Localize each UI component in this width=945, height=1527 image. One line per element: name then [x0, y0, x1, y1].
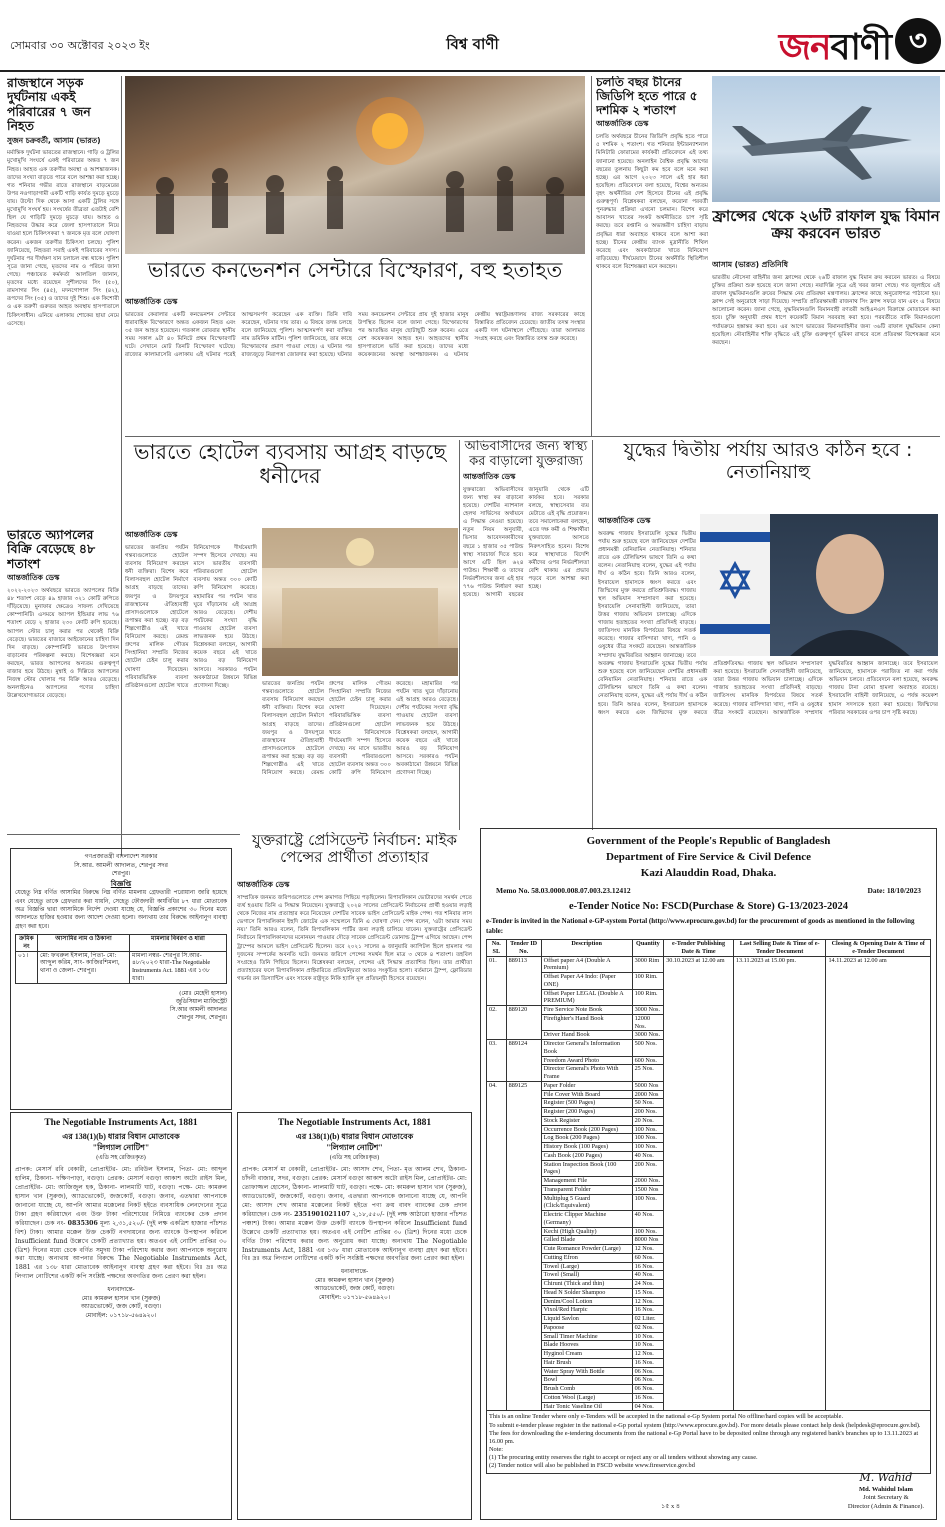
headline: ভারতে হোটেল ব্যবসায় আগ্রহ বাড়ছে ধনীদের	[133, 440, 447, 489]
tender-item-quantity: 100 Rim.	[632, 989, 664, 1006]
tender-item-quantity: 3000 Nos.	[632, 1031, 664, 1040]
notice-body	[15, 1166, 227, 1283]
tender-table	[486, 939, 931, 1411]
byline: আন্তর্জাতিক ডেস্ক	[7, 573, 60, 583]
hotel-headline-box	[125, 440, 455, 500]
tender-gov: Government of the People's Republic of Bangladesh	[586, 835, 831, 847]
tender-item-description: Blade Hooves	[541, 1341, 632, 1350]
article-israel	[598, 514, 696, 659]
tender-item-quantity: 12 Nos.	[632, 1245, 664, 1254]
notice-registered: (এডি সহ রেজিঃকৃত)	[96, 1154, 146, 1161]
article-china-gdp	[596, 76, 708, 496]
tender-last-date: 13.11.2023 at 15.00 pm.	[733, 956, 826, 1411]
footer-note-2: To submit e-tender please register in the national e-Gp portal system (http://www.eprocure.gov.bd). For more details please contact help desk (helpdesk@eprocure.gov.bd).	[489, 1421, 921, 1429]
tender-item-description: Offset Paper LEGAL (Double A PREMIUM)	[541, 989, 632, 1006]
tender-item-quantity: 24 Nos.	[632, 1280, 664, 1289]
tender-item-description: Offset Paper A4 Indo: (Paper ONE)	[541, 973, 632, 990]
notice-line-1: গণপ্রজাতন্ত্রী বাংলাদেশ সরকার	[84, 853, 158, 860]
tender-item-description: Register (500 Pages)	[541, 1099, 632, 1108]
tender-item-description: Brush Comb	[541, 1385, 632, 1394]
tender-memo: Memo No. 58.03.0000.008.07.003.23.12412	[496, 885, 631, 895]
tender-item-quantity: 12 Nos.	[632, 1350, 664, 1359]
tender-item-description: Fire Service Note Book	[541, 1006, 632, 1015]
tender-item-quantity: 40 Nos.	[632, 1211, 664, 1228]
tender-item-description: Stock Register	[541, 1116, 632, 1125]
byline: আন্তর্জাতিক ডেস্ক	[125, 530, 178, 539]
tender-item-quantity: 500 Nos.	[632, 1040, 664, 1057]
headline: ফ্রান্সের থেকে ২৬টি রাফাল যুদ্ধ বিমান ক্রয় করবেন ভারত	[712, 208, 940, 243]
tender-serial: 04.	[487, 1081, 507, 1411]
body-part-1: প্রাপক: মেসার্স রবি বেকারী, প্রোপ্রাইটর- মো: রবিউল ইসলাম, পিতা- মো: আব্দুল হালিম, ঠিকানা- দক্ষিণপাড়া, বগুড়া। প্রেরক: মেসার্স বগুড়া আকাশ অটো রাইস মিল, প্রোপ্রাইটর- মো: আজিজুল হক, ঠিকানা- লালমাটি ঘাট, বগুড়া। পক্ষে- মো: কামরুল হাসান খান (সুরুজ), অ্যাডভোকেট, জজকোর্ট, বগুড়া। জনাব, এতদ্বারা আপনাকে জানানো যাচ্ছে যে, আপনি আমার মক্কেলের নিকট হইতে ব্যবসায়িক লেনদেনের সূত্রে টাকা গ্রহণ করিয়াছেন এবং উক্ত টাকা পরিশোধের নিমিত্তে ব্যাংকের চেক প্রদান করিয়াছেন। চেক নং-	[15, 1165, 227, 1227]
section-title: বিশ্ব বাণী	[446, 35, 499, 53]
lawyer-signature	[15, 1286, 227, 1320]
footer-note-5: (2) Tender notice will also be published in FSCD website www.fireservice.gov.bd	[489, 1462, 695, 1470]
byline: আন্তর্জাতিক ডেস্ক	[125, 297, 178, 306]
tender-col-header: Last Selling Date & Time of e-Tender Document	[733, 940, 826, 957]
tender-item-description: Towel (Small)	[541, 1271, 632, 1280]
tender-col-header: Quantity	[632, 940, 664, 957]
tender-item-description: Management File	[541, 1177, 632, 1186]
notice-title: বিজ্ঞপ্তি	[110, 879, 132, 889]
article-body: ভারতীয় নৌসেনা বাহিনীর জন্য ফ্রান্সের থেকে ২৬টি রাফাল যুদ্ধ বিমান ক্রয় করবেন ভারত। এ বিষয়ে চুক্তির প্রক্রিয়া শুরু হয়েছে বলে জানা গেছে। নয়াদিল্লি সূত্রে এই খবর জানা গেছে। গত জুলাইয়ে এই রাফাল যুদ্ধবিমানগুলি ক্রয়ের সিদ্ধান্ত নেয় প্রতিরক্ষা মন্ত্রণালয়। ফ্রান্সের কাছে অনুরোধপত্র পাঠানো হয়। ফ্রান্স সেই অনুরোধে সাড়া দিয়েছে। সম্প্রতি প্রতিরক্ষামন্ত্রী রাজনাথ সিং ফ্রান্স সফরে যান এবং এ বিষয়ে আলোচনা করেন। জানা গেছে, যুদ্ধবিমানগুলি বিমানবাহী রণতরী আইএনএস বিক্রান্তে মোতায়েন করা হবে। চুক্তি অনুযায়ী প্রথম ধাপে কয়েকটি বিমান সরবরাহ করা হবে। পরবর্তীতে বাকি বিমানগুলো পর্যায়ক্রমে হস্তান্তর করা হবে। এর আগে ভারতের বিমানবাহিনীর জন্য ৩৬টি রাফাল যুদ্ধবিমান কেনা হয়েছিল। নৌবাহিনীর শক্তি বৃদ্ধিতে এই চুক্তি গুরুত্বপূর্ণ ভূমিকা রাখবে বলে প্রতিরক্ষা বিশেষজ্ঞরা মনে করছেন।	[712, 274, 940, 346]
sig-name: (মোঃ মেহেদী হাসান)	[179, 990, 227, 997]
tender-item-quantity: 10 Nos.	[632, 1341, 664, 1350]
tender-item-description: Papoose	[541, 1323, 632, 1332]
footer-note-label: Note:	[489, 1446, 503, 1454]
tender-serial: 03.	[487, 1040, 507, 1082]
israel-headline-box	[598, 440, 938, 510]
tender-item-quantity: 15 Nos.	[632, 1288, 664, 1297]
masthead	[0, 0, 945, 72]
signatory-title-1: Joint Secretary &	[863, 1494, 909, 1502]
byline: আন্তর্জাতিক ডেস্ক	[463, 471, 516, 481]
tender-item-description: Denim/Cool Lotion	[541, 1297, 632, 1306]
article-body: যুক্তরাজ্যে অভিবাসীদের জন্য স্বাস্থ্য কর বাড়ানো হয়েছে। দেশটির ন্যাশনাল হেলথ সার্ভিসের অর্থায়নে এ সিদ্ধান্ত নেওয়া হয়েছে। নতুন নিয়ম অনুযায়ী, ভিসার আবেদনকারীদের বছরে ১ হাজার ৩৫ পাউন্ড স্বাস্থ্য সারচার্জ দিতে হবে। আগে এটি ছিল ৬২৪ পাউন্ড। শিক্ষার্থী ও তাদের নির্ভরশীলদের জন্য এই হার ৭৭৬ পাউন্ড নির্ধারণ করা হয়েছে। আগামী বছরের জানুয়ারি থেকে এটি কার্যকর হবে। সরকার বলছে, স্বাস্থ্যসেবার ব্যয় মেটাতে এই বৃদ্ধি প্রয়োজন। তবে সমালোচকরা বলছেন, এতে দক্ষ কর্মী ও শিক্ষার্থীরা যুক্তরাজ্যে আসতে নিরুৎসাহিত হবেন। বিশেষ করে স্বাস্থ্যখাতে বিদেশি কর্মীদের ওপর নির্ভরশীলতা বেশি থাকায় এর প্রভাব পড়বে বলে আশঙ্কা করা হচ্ছে।	[463, 486, 589, 599]
tender-item-description: Hair Tonic Vaseline Oil	[541, 1402, 632, 1411]
tender-item-quantity: 100 Rim.	[632, 973, 664, 990]
body-part-1: প্রাপক: মেসার্স মা বেকারী, প্রোপ্রাইটর- মো: আসাদ শেখ, পিতা- মৃত আলম শেখ, ঠিকানা- চাঁদনী বাজার, সদর, বগুড়া। প্রেরক: মেসার্স বগুড়া আকাশ অটো রাইস মিল, প্রোপ্রাইটর- মো: তোফাজ্জল হোসেন, ঠিকানা- লালমাটি ঘাট, বগুড়া। পক্ষে- মো: কামরুল হাসান খান (সুরুজ), অ্যাডভোকেট, জজকোর্ট, বগুড়া। জনাব, এতদ্বারা আপনাকে জানানো যাচ্ছে যে, আপনি মো: আসাদ শেখ আমার মক্কেলের নিকট হইতে পণ্য ক্রয় বাবদ ব্যাংকের চেক প্রদান করিয়াছেন। চেক নং-	[242, 1165, 467, 1218]
tender-item-description: Towel (Large)	[541, 1262, 632, 1271]
tender-item-description: Vixol/Red Harpic	[541, 1306, 632, 1315]
cell-name: মো: ফখরুল ইসলাম, পিতা- মো: আব্দুল করিম, সাং- কাজিরশিমলা, থানা ও জেলা- শেরপুর।	[38, 951, 130, 983]
brand-part-a: জন	[778, 27, 831, 68]
tender-item-description: Kechi (High Quality)	[541, 1227, 632, 1236]
act-section: এর 138(1)(b) ধারার বিধান মোতাবেক	[295, 1131, 414, 1141]
tender-item-description: Small Timer Machine	[541, 1332, 632, 1341]
headline: ভারতে অ্যাপলের বিক্রি বেড়েছে ৪৮ শতাংশ	[7, 528, 96, 571]
cell-serial: ০১।	[16, 951, 38, 983]
notice-registered: (এডি সহ রেজিঃকৃত)	[329, 1154, 380, 1161]
row-divider	[125, 436, 940, 437]
tender-serial: 01.	[487, 956, 507, 1006]
footer-note-4: (1) The procuring entity reserves the right to accept or reject any or all tenders without showing any cause.	[489, 1454, 758, 1462]
tender-address: Kazi Alauddin Road, Dhaka.	[640, 866, 777, 879]
brand-logo	[779, 22, 891, 72]
column-divider	[459, 440, 460, 830]
tender-item-quantity: 25 Nos.	[632, 1065, 664, 1082]
tender-id: 889125	[506, 1081, 541, 1411]
tender-item-description: Cute Romance Powder (Large)	[541, 1245, 632, 1254]
article-hotel-continued	[262, 680, 458, 830]
byline: সুজন চক্রবর্তী, আসাম (ভারত)	[7, 135, 101, 145]
footer-note-3: The fees for downloading the e-tendering documents from the national e-Gp Portal have to be deposited online through any registered bank's branches up to 13.11.2023 at 16.00 pm.	[489, 1429, 919, 1445]
cell-case: মামলা নম্বর- শেরপুর সি.আর- ৪৮/২০২৩ ধারা-The Negotiable Instruments Act. 1881 এর ১৩৮ ধারা।	[129, 951, 226, 983]
article-convention	[125, 295, 585, 435]
tender-item-description: Transparent Folder	[541, 1185, 632, 1194]
sig-place: শেরপুর সদর, শেরপুর।	[177, 1014, 227, 1021]
headline: ভারতে কনভেনশন সেন্টারে বিস্ফোরণ, বহু হতাহত	[147, 258, 563, 282]
tender-item-quantity: 50 Nos.	[632, 1099, 664, 1108]
tender-date: Date: 18/10/2023	[867, 885, 921, 895]
tender-item-description: Register (200 Pages)	[541, 1108, 632, 1117]
sig-name: মোঃ কামরুল হাসান খান (সুরুজ)	[81, 1294, 161, 1302]
tender-item-quantity: 16 Nos.	[632, 1358, 664, 1367]
tender-row	[487, 956, 931, 973]
byline: আন্তর্জাতিক ডেস্ক	[237, 880, 290, 889]
column-divider	[591, 76, 592, 436]
byline: আসাম (ভারত) প্রতিনিধি	[712, 260, 788, 269]
tender-item-description: Paper Folder	[541, 1081, 632, 1090]
body-part-2: ২,১৮,৫৫০/- (দুই লক্ষ আঠারো হাজার পাঁচশত পঞ্চাশ) টাকা। আমার মক্কেল উক্ত চেকটি ব্যাংকে উপস্থাপন করিলে Insufficient fund উল্লেখে চেকটি প্রত্যাখ্যাত হয়। অতএব এই নোটিশ প্রাপ্তির ৩০ (ত্রিশ) দিনের মধ্যে চেকে বর্ণিত টাকা পরিশোধ করার জন্য অনুরোধ করা যাচ্ছে। অন্যথায় The Negotiable Instruments Act, 1881 এর ১৩৮ ধারা মোতাবেক আইনানুগ ব্যবস্থা গ্রহণ করা হইবে। বিঃ দ্রঃ অত্র লিগ্যাল নোটিশের একটি কপি সংশ্লিষ্ট পক্ষদের অবগতির জন্য প্রেরণ করা হইল।	[242, 1210, 468, 1263]
tender-item-description: Gilled Blade	[541, 1236, 632, 1245]
cheque-number: 2351901021107	[294, 1210, 351, 1218]
sig-greeting: ধন্যবাদান্তে-	[107, 1286, 135, 1294]
headline: চলতি বছর চীনের জিডিপি হতে পারে ৫ দশমিক ২ শতাংশ	[596, 76, 698, 117]
page-number-badge: ৩	[895, 18, 941, 64]
tender-item-quantity: 2000 Nos.	[632, 1177, 664, 1186]
tender-item-description: Electric Clipper Machine (Germany)	[541, 1211, 632, 1228]
tender-item-description: Log Book (200 Pages)	[541, 1134, 632, 1143]
tender-item-description: Station Inspection Book (100 Pages)	[541, 1160, 632, 1177]
column-divider	[121, 76, 122, 856]
col-serial: ক্রমিক নং	[16, 935, 38, 952]
lawyer-signature	[242, 1268, 467, 1302]
tender-item-quantity: 02 Nos.	[632, 1323, 664, 1332]
tender-item-quantity: 16 Nos.	[632, 1393, 664, 1402]
tender-close-date: 14.11.2023 at 12.00 am	[826, 956, 931, 1411]
article-body-cont: ভারতের জনপ্রিয় পর্যটন গন্তব্যগুলোতে হোটেল ব্যবসায় বিনিয়োগ করছেন ধনী ব্যক্তিরা। বিশেষ করে বিলাসবহুল হোটেল নির্মাণে আগ্রহ বাড়ছে তাদের। জয়পুর ও উদয়পুরে রাজস্থানের ঐতিহ্যবাহী প্রাসাদগুলোকে হোটেলে রূপান্তর করা হচ্ছে। বড় বড় শিল্পগোষ্ঠীও এই খাতে বিনিয়োগ করছে। রেমন্ড গ্রুপের মালিক গৌতম সিংহানিয়া সম্প্রতি নিজের হোটেল চেইন চালু করার ঘোষণা দিয়েছেন। পরিবারভিত্তিক ব্যবসা প্রতিষ্ঠানগুলো হোটেল খাতে বিনিয়োগকে দীর্ঘমেয়াদি সম্পদ হিসেবে দেখছে। নয় মাসে ভারতীয় ব্যবসায়ী পরিবারগুলো হোটেল ব্যবসায় অন্তত ৩০০ কোটি রুপি বিনিয়োগ করেছে। মহামারির পর পর্যটন খাত ঘুরে দাঁড়ানোয় এই আগ্রহ আরও বেড়েছে। দেশীয় পর্যটকের সংখ্যা বৃদ্ধি পাওয়ায় হোটেল ব্যবসা লাভজনক হয়ে উঠছে। বিশ্লেষকরা বলছেন, আগামী কয়েক বছরে এই খাতে আরও বড় বিনিয়োগ আসবে। সরকারও পর্যটন অবকাঠামো উন্নয়নে বিভিন্ন প্রণোদনা দিচ্ছে।	[262, 681, 458, 777]
tender-table-header	[487, 940, 931, 957]
tender-signature	[848, 1471, 924, 1511]
tender-table-body	[487, 956, 931, 1411]
article-apple	[7, 528, 119, 828]
tender-item-description: Offset paper A4 (Double A Premium)	[541, 956, 632, 973]
tender-item-description: Cash Book (200 Pages)	[541, 1151, 632, 1160]
issue-date: সোমবার ৩০ অক্টোবর ২০২৩ ইং	[10, 39, 150, 52]
tender-pub-date: 30.10.2023 at 12.00 am	[664, 956, 734, 1411]
headline: যুদ্ধের দ্বিতীয় পর্যায় আরও কঠিন হবে : নেতানিয়াহু	[623, 440, 913, 483]
headline: যুক্তরাষ্ট্রে প্রেসিডেন্ট নির্বাচন: মাইক পেন্সের প্রার্থীতা প্রত্যাহার	[251, 832, 458, 867]
tender-item-description: Chiruni (Thick and thin)	[541, 1280, 632, 1289]
act-section: এর 138(1)(b) ধারার বিধান মোতাবেক	[62, 1131, 180, 1141]
cheque-number: 0835306	[67, 1219, 98, 1227]
col-case: মামলার বিবরণ ও ধারা	[129, 935, 226, 952]
notice-body: যেহেতু নিম্ন বর্ণিত আসামির বিরুদ্ধে নিম্ন বর্ণিত মামলায় গ্রেফতারী পরোয়ানা জারি হয়েছে এবং যেহেতু তাকে গ্রেফতার করা যায়নি, সেহেতু ফৌজদারী কার্যবিধির ৮৭ ধারা মোতাবেক অত্র বিজ্ঞপ্তি দ্বারা আসামিকে নির্দেশ দেওয়া যাচ্ছে যে, বিজ্ঞপ্তি প্রকাশের ৩০ দিনের মধ্যে আদালতে হাজির হওয়ার জন্য আদেশ দেওয়া হলো। অন্যথায় তার বিরুদ্ধে আইনানুগ ব্যবস্থা গ্রহণ করা হবে।	[15, 890, 227, 930]
tender-item-description: Driver Hand Book	[541, 1031, 632, 1040]
column-divider	[592, 440, 593, 830]
legal-notice-1	[10, 1112, 232, 1520]
portrait-graphic	[700, 514, 938, 656]
tender-item-quantity: 8000 Nos	[632, 1236, 664, 1245]
tender-item-quantity: 100 Nos.	[632, 1194, 664, 1211]
notice-title: "লিগ্যাল নোটিশ"	[326, 1143, 383, 1153]
article-body: ভারতের জনপ্রিয় পর্যটন গন্তব্যগুলোতে হোটেল ব্যবসায় বিনিয়োগ করছেন ধনী ব্যক্তিরা। বিশেষ করে বিলাসবহুল হোটেল নির্মাণে আগ্রহ বাড়ছে তাদের। জয়পুর ও উদয়পুরে রাজস্থানের ঐতিহ্যবাহী প্রাসাদগুলোকে হোটেলে রূপান্তর করা হচ্ছে। বড় বড় শিল্পগোষ্ঠীও এই খাতে বিনিয়োগ করছে। রেমন্ড গ্রুপের মালিক গৌতম সিংহানিয়া সম্প্রতি নিজের হোটেল চেইন চালু করার ঘোষণা দিয়েছেন। পরিবারভিত্তিক ব্যবসা প্রতিষ্ঠানগুলো হোটেল খাতে বিনিয়োগকে দীর্ঘমেয়াদি সম্পদ হিসেবে দেখছে। নয় মাসে ভারতীয় ব্যবসায়ী পরিবারগুলো হোটেল ব্যবসায় অন্তত ৩০০ কোটি রুপি বিনিয়োগ করেছে। মহামারির পর পর্যটন খাত ঘুরে দাঁড়ানোয় এই আগ্রহ আরও বেড়েছে। দেশীয় পর্যটকের সংখ্যা বৃদ্ধি পাওয়ায় হোটেল ব্যবসা লাভজনক হয়ে উঠছে। বিশ্লেষকরা বলছেন, আগামী কয়েক বছরে এই খাতে আরও বড় বিনিয়োগ আসবে। সরকারও পর্যটন অবকাঠামো উন্নয়নে বিভিন্ন প্রণোদনা দিচ্ছে।	[125, 544, 257, 689]
rafale-jet-photo	[712, 76, 940, 202]
tender-id: 889124	[506, 1040, 541, 1082]
article-rajasthan	[7, 76, 119, 526]
tender-dept: Department of Fire Service & Civil Defence	[605, 850, 812, 863]
notice-line-2: সি.আর. আমলী আদালত, শেরপুর সদর	[74, 861, 168, 869]
us-headline-box	[237, 832, 472, 876]
article-body: সাম্প্রতিক জনমত জরিপগুলোতে পেন্স ক্রমাগত পিছিয়ে পড়ছিলেন। রিপাবলিকান ভোটারদের সমর্থন পেতে ব্যর্থ হওয়ায় তিনি এ সিদ্ধান্ত নিয়েছেন। যুক্তরাষ্ট্রে ২০২৪ সালের প্রেসিডেন্ট নির্বাচনের প্রার্থী হওয়ার লড়াই থেকে নিজের নাম প্রত্যাহার করে নিয়েছেন দেশটির সাবেক ভাইস প্রেসিডেন্ট মাইক পেন্স। গত শনিবার লাস ভেগাসে রিপাবলিকান ইহুদি জোটের এক সম্মেলনে তিনি এ ঘোষণা দেন। পেন্স বলেন, 'এটা আমার সময় নয়।' তিনি আরও বলেন, তিনি রিপাবলিকান পার্টির জন্য লড়াই চালিয়ে যাবেন। যুক্তরাষ্ট্রের প্রেসিডেন্ট নির্বাচনে রিপাবলিকানদের মনোনয়ন পাওয়ার দৌড়ে সাবেক প্রেসিডেন্ট ডোনাল্ড ট্রাম্প এগিয়ে আছেন। পেন্স ট্রাম্পের আমলে ভাইস প্রেসিডেন্ট ছিলেন। তবে ২০২১ সালের ৬ জানুয়ারি ক্যাপিটল হিলে হামলার পর দুজনের সম্পর্কের অবনতি ঘটে। জনমত জরিপে পেন্সের সমর্থন ছিল মাত্র ৩ থেকে ৪ শতাংশ। তহবিল সংগ্রহেও তিনি পিছিয়ে ছিলেন। বিশ্লেষকরা বলছেন, পেন্সের এই সিদ্ধান্ত প্রত্যাশিত ছিল। তার প্রার্থীতা প্রত্যাহারের ফলে রিপাবলিকান প্রাইমারিতে প্রতিদ্বন্দ্বিতা আরও সংকুচিত হলো। বর্তমানে ট্রাম্প, ফ্লোরিডার গভর্নর রন ডিস্যান্টিস এবং সাবেক রাষ্ট্রদূত নিকি হ্যালি মূল প্রতিদ্বন্দ্বী হিসেবে রয়েছেন।	[237, 894, 472, 982]
tender-item-description: Occurrence Book (200 Pages)	[541, 1125, 632, 1134]
tender-title: e-Tender Notice No: FSCD(Purchase & Store) G-13/2023-2024	[569, 900, 848, 912]
tender-item-description: Firefighter's Hand Book	[541, 1014, 632, 1031]
tender-item-quantity: 06 Nos.	[632, 1376, 664, 1385]
sig-title: অ্যাডভোকেট, জজ কোর্ট, বগুড়া।	[80, 1303, 162, 1311]
article-body: অবরুদ্ধ গাজায় ইসরায়েলি যুদ্ধের দ্বিতীয় পর্যায় শুরু হয়েছে বলে জানিয়েছেন দেশটির প্রধানমন্ত্রী বেনিয়ামিন নেতানিয়াহু। শনিবার রাতে এক টেলিভিশন ভাষণে তিনি এ কথা বলেন। নেতানিয়াহু বলেন, যুদ্ধের এই পর্যায় দীর্ঘ ও কঠিন হবে। তিনি আরও বলেন, ইসরায়েল হামাসকে ধ্বংস করতে এবং জিম্মিদের মুক্ত করতে প্রতিশ্রুতিবদ্ধ। গাজায় স্থল অভিযান সম্প্রসারণ করা হয়েছে। ইসরায়েলি সেনাবাহিনী জানিয়েছে, তারা উত্তর গাজায় অভিযান চালাচ্ছে। এদিকে গাজায় হতাহতের সংখ্যা প্রতিদিনই বাড়ছে। জাতিসংঘ মানবিক বিপর্যয়ের বিষয়ে সতর্ক করেছে। গাজার বাসিন্দারা খাদ্য, পানি ও ওষুধের তীব্র সংকটে রয়েছেন। আন্তর্জাতিক সম্প্রদায় যুদ্ধবিরতির আহ্বান জানাচ্ছে। তবে	[598, 530, 696, 659]
col-name: আসামির নাম ও ঠিকানা	[38, 935, 130, 952]
lobby-graphic	[262, 528, 458, 676]
tender-item-quantity: 12 Nos.	[632, 1297, 664, 1306]
headline: রাজস্থানে সড়ক দুর্ঘটনায় একই পরিবারের ৭ জন নিহত	[7, 76, 91, 134]
article-uk-tax	[463, 440, 589, 830]
legal-notice-2	[237, 1112, 472, 1520]
tender-id: 889120	[506, 1006, 541, 1040]
tender-item-description: Water Spray With Bottle	[541, 1367, 632, 1376]
article-israel-continued	[598, 660, 938, 815]
court-notice	[10, 848, 232, 1110]
tender-item-quantity: 3000 Rim	[632, 956, 664, 973]
notice-title: "লিগ্যাল নোটিশ"	[92, 1143, 150, 1153]
tender-item-description: Cotton Wool (Large)	[541, 1393, 632, 1402]
act-title: The Negotiable Instruments Act, 1881	[44, 1118, 198, 1128]
tender-item-quantity: 200 Nos.	[632, 1108, 664, 1117]
court-signature	[15, 990, 227, 1022]
tender-col-header: Closing & Opening Date & Time of e-Tender Document	[826, 940, 931, 957]
netanyahu-photo	[700, 514, 938, 656]
tender-item-description: History Book (100 Pages)	[541, 1143, 632, 1152]
tender-item-quantity: 06 Nos.	[632, 1367, 664, 1376]
tender-item-quantity: 16 Nos.	[632, 1262, 664, 1271]
tender-item-quantity: 20 Nos.	[632, 1116, 664, 1125]
sig-title: জুডিসিয়াল ম্যাজিস্ট্রেট	[175, 998, 227, 1005]
tender-item-description: Liquid Savlon	[541, 1315, 632, 1324]
article-rafale	[712, 258, 940, 438]
tender-item-description: Cutting Efron	[541, 1253, 632, 1262]
tender-item-quantity: 06 Nos.	[632, 1385, 664, 1394]
tender-item-description: Hyginol Cream	[541, 1350, 632, 1359]
byline: আন্তর্জাতিক ডেস্ক	[596, 119, 649, 129]
tender-item-quantity: 16 Nos.	[632, 1306, 664, 1315]
sig-greeting: ধন্যবাদান্তে-	[340, 1268, 369, 1276]
row-divider	[7, 834, 240, 835]
tender-item-quantity: 12000 Nos.	[632, 1014, 664, 1031]
convention-headline-box	[125, 258, 585, 292]
tender-item-quantity: 200 Nos.	[632, 1160, 664, 1177]
signature-scribble: M. Wahid	[859, 1471, 913, 1485]
article-hotel	[125, 528, 257, 828]
article-us-election	[237, 878, 472, 1108]
jet-graphic	[712, 76, 940, 202]
notice-body	[242, 1166, 467, 1265]
tender-item-quantity: 3000 Nos.	[632, 1006, 664, 1015]
tender-item-quantity: 02 Liter.	[632, 1315, 664, 1324]
sig-name: মোঃ কামরুল হাসান খান (সুরুজ)	[315, 1276, 394, 1284]
tender-item-description: Freedom Award Photo	[541, 1056, 632, 1065]
tender-footer-notes	[486, 1411, 931, 1473]
accused-table	[15, 934, 227, 984]
tender-item-quantity: 100 Nos.	[632, 1125, 664, 1134]
tender-memo-row	[496, 886, 921, 897]
crowd-scene-graphic	[125, 76, 585, 254]
act-title: The Negotiable Instruments Act, 1881	[277, 1118, 432, 1128]
brand-part-b: বাণী	[830, 27, 891, 68]
tender-item-quantity: 60 Nos.	[632, 1253, 664, 1262]
tender-col-header: e-Tender Publishing Date & Time	[664, 940, 734, 957]
notice-line-3: শেরপুর।	[111, 870, 131, 878]
tender-col-header: No. SL	[487, 940, 507, 957]
tender-item-description: Director General's Information Book	[541, 1040, 632, 1057]
signatory-name: Md. Wahidul Islam	[858, 1485, 913, 1493]
tender-item-quantity: 40 Nos.	[632, 1271, 664, 1280]
tender-item-description: File Cover With Board	[541, 1090, 632, 1099]
body-part-2: মূল্য ২,৩১,৫২০/- (দুই লক্ষ একত্রিশ হাজার পাঁচশত বিশ) টাকা। আমার মক্কেল উক্ত চেকটি নগদায়নের জন্য ব্যাংকে উপস্থাপন করিলে Insufficient fund উল্লেখে চেকটি প্রত্যাখ্যাত হয়। অতএব এই নোটিশ প্রাপ্তির ৩০ (ত্রিশ) দিনের মধ্যে চেকে বর্ণিত সমুদয় টাকা পরিশোধ করার জন্য আপনাকে অনুরোধ করা যাচ্ছে। অন্যথায় আপনার বিরুদ্ধে The Negotiable Instruments Act, 1881 এর ১৩৮ ধারা মোতাবেক আইনানুগ ব্যবস্থা গ্রহণ করা হইবে। বিঃ দ্রঃ অত্র লিগ্যাল নোটিশের একটি কপি সংশ্লিষ্ট পক্ষদের অবগতির জন্য প্রেরণ করা হইল।	[15, 1219, 227, 1281]
tender-item-quantity: 100 Nos.	[632, 1134, 664, 1143]
article-body: ২০২২-২০২৩ অর্থবছরে ভারতে অ্যাপলের বিক্রি ৪৮ শতাংশ বেড়ে ৪৯ হাজার ৩২১ কোটি রুপিতে দাঁড়িয়েছে। মুনাফার ক্ষেত্রেও সাফল্য দেখিয়েছে কোম্পানিটি। এসময়ে অ্যাপল ইন্ডিয়ার লাভ ৭৬ শতাংশ বেড়ে ২ হাজার ২৩০ কোটি রুপি হয়েছে। অ্যাপল স্টোর চালু করার পর থেকেই বিক্রি বেড়েছে। ভারতের বাজারে আইফোনের চাহিদা দিন দিন বাড়ছে। কোম্পানিটি ভারতে উৎপাদন বাড়ানোর পরিকল্পনা করছে। বিশেষজ্ঞরা মনে করছেন, ভারত অ্যাপলের অন্যতম গুরুত্বপূর্ণ বাজার হয়ে উঠছে। মুম্বাই ও দিল্লিতে অ্যাপলের নিজস্ব স্টোর খোলার পর বিক্রি আরও বেড়েছে। অনলাইনেও অ্যাপলের পণ্যের চাহিদা উল্লেখযোগ্যভাবে বেড়েছে।	[7, 588, 119, 700]
headline: অভিবাসীদের জন্য স্বাস্থ্য কর বাড়ালো যুক্তরাজ্য	[464, 440, 588, 469]
tender-item-quantity: 04 Nos.	[632, 1402, 664, 1411]
article-body: চলতি অর্থবছরে চীনের জিডিপি প্রবৃদ্ধি হতে পারে ৫ দশমিক ২ শতাংশ। গত শনিবার ইন্টারন্যাশনাল মিনিটারি ফোরামের কার্যকরী প্রতিবেদনে এই তথ্য জানানো হয়েছে। অনলাইন বৈশ্বিক প্রবৃদ্ধি আগের বছরের তুলনায় কিছুটা কম হবে বলে মনে করা হচ্ছে। এর আগে ২০২৩ সালে এই হার ধরা হয়েছিল। প্রতিবেদনে বলা হয়েছে, বিশ্বের অন্যতম বৃহৎ অর্থনীতির দেশ হিসেবে চীনের এই প্রবৃদ্ধি গুরুত্বপূর্ণ। বিশ্লেষকরা বলছেন, করোনা পরবর্তী পুনরুদ্ধার প্রক্রিয়া এখনো চলমান। বিশেষ করে আবাসন খাতের সংকট অর্থনীতিতে চাপ সৃষ্টি করছে। তবে রপ্তানি ও অভ্যন্তরীণ চাহিদা বাড়ায় প্রবৃদ্ধির ধারা অব্যাহত থাকবে বলে আশা করা হচ্ছে। চীনের কেন্দ্রীয় ব্যাংক মুদ্রানীতি শিথিল করেছে এবং অবকাঠামো খাতে বিনিয়োগ বাড়িয়েছে। দীর্ঘমেয়াদে চীনের অর্থনীতি স্থিতিশীল থাকবে বলে বিশেষজ্ঞরা মনে করছেন।	[596, 134, 708, 271]
ad-code: ১৫ x ৪	[661, 1502, 681, 1510]
tender-item-description: Bowl	[541, 1376, 632, 1385]
tender-item-quantity: 100 Nos.	[632, 1143, 664, 1152]
tender-item-quantity: 5000 Nos	[632, 1081, 664, 1090]
hotel-lobby-photo	[262, 528, 458, 676]
tender-col-header: Description	[541, 940, 632, 957]
tender-item-quantity: 2000 Nos	[632, 1090, 664, 1099]
tender-serial: 02.	[487, 1006, 507, 1040]
footer-note-1: This is an online Tender where only e-Tenders will be accepted in the national e-Gp System portal No offline/hard copies will be acceptable.	[489, 1413, 844, 1421]
sig-phone: মোবাইল: ০১৭১৮-৫৬৪৯২০।	[318, 1293, 391, 1301]
article-body-cont: অবরুদ্ধ গাজায় ইসরায়েলি যুদ্ধের দ্বিতীয় পর্যায় শুরু হয়েছে বলে জানিয়েছেন দেশটির প্রধানমন্ত্রী বেনিয়ামিন নেতানিয়াহু। শনিবার রাতে এক টেলিভিশন ভাষণে তিনি এ কথা বলেন। নেতানিয়াহু বলেন, যুদ্ধের এই পর্যায় দীর্ঘ ও কঠিন হবে। তিনি আরও বলেন, ইসরায়েল হামাসকে ধ্বংস করতে এবং জিম্মিদের মুক্ত করতে প্রতিশ্রুতিবদ্ধ। গাজায় স্থল অভিযান সম্প্রসারণ করা হয়েছে। ইসরায়েলি সেনাবাহিনী জানিয়েছে, তারা উত্তর গাজায় অভিযান চালাচ্ছে। এদিকে গাজায় হতাহতের সংখ্যা প্রতিদিনই বাড়ছে। জাতিসংঘ মানবিক বিপর্যয়ের বিষয়ে সতর্ক করেছে। গাজার বাসিন্দারা খাদ্য, পানি ও ওষুধের তীব্র সংকটে রয়েছেন। আন্তর্জাতিক সম্প্রদায় যুদ্ধবিরতির আহ্বান জানাচ্ছে। তবে ইসরায়েল জানিয়েছে, হামাসকে পরাজিত না করা পর্যন্ত অভিযান চলবে। প্রতিবেদনে বলা হয়েছে, অবরুদ্ধ গাজায় টানা বোমা হামলা অব্যাহত রয়েছে। ইসরায়েলি বাহিনী জানিয়েছে, এ পর্যন্ত কয়েকশ হামাস সদস্যকে হত্যা করা হয়েছে। জিম্মিদের পরিবার সরকারের ওপর চাপ সৃষ্টি করছে।	[598, 661, 938, 716]
tender-item-quantity: 100 Nos.	[632, 1227, 664, 1236]
byline: আন্তর্জাতিক ডেস্ক	[598, 516, 651, 525]
tender-item-quantity: 10 Nos.	[632, 1332, 664, 1341]
tender-intro: e-Tender is invited in the National e-GP-system Portal (http://www.eprocure.gov.bd) for the procurement of goods as mentioned in the following table:	[486, 916, 915, 936]
tender-item-quantity: 1500 Nos	[632, 1185, 664, 1194]
tender-col-header: Tender ID No.	[506, 940, 541, 957]
sig-phone: মোবাইল: ০১৭১৮-৫৬৪৯২০।	[85, 1311, 157, 1319]
convention-blast-photo	[125, 76, 585, 254]
tender-id: 889113	[506, 956, 541, 1006]
sig-court: সি.আর আমলী আদালত	[169, 1006, 227, 1013]
tender-item-description: Director General's Photo With Frame	[541, 1065, 632, 1082]
tender-item-description: Multiplug 5 Guard (Click/Equivalent)	[541, 1194, 632, 1211]
rafale-headline-box	[712, 208, 940, 258]
tender-item-description: Hair Brush	[541, 1358, 632, 1367]
sig-title: অ্যাডভোকেট, জজ কোর্ট, বগুড়া।	[314, 1285, 395, 1293]
tender-notice	[480, 828, 937, 1520]
tender-item-quantity: 40 Nos.	[632, 1151, 664, 1160]
tender-item-description: Head N Solder Shampoo	[541, 1288, 632, 1297]
article-body: ভারতের কেরালার একটি কনভেনশন সেন্টারে ধারাবাহিক বিস্ফোরণে অন্তত একজন নিহত এবং ৩৫ জন আহত হয়েছেন। গতকাল রোববার স্থানীয় সময় সকাল ৯টা ৪০ মিনিটে প্রথম বিস্ফোরণটি ঘটে। সেখানে মোট তিনটি বিস্ফোরণ ঘটেছে। রাজ্যের কালামাসেরি এলাকায় এই ঘটনার পরেই আত্মসমর্পণ করেছেন এক ব্যক্তি। তিনি দাবি করেছেন, ঘটনার দায় তার। এ বিষয়ে তদন্ত চলছে বলে জানিয়েছে পুলিশ। আত্মসমর্পণ করা ব্যক্তির নাম ডমিনিক মার্টিন। পুলিশ জানিয়েছে, তার কাছে বিস্ফোরণের প্রমাণ পাওয়া গেছে। এ ঘটনার পর রাজ্যজুড়ে নিরাপত্তা জোরদার করা হয়েছে। ঘটনার সময় কনভেনশন সেন্টারে প্রায় দুই হাজার মানুষ উপস্থিত ছিলেন বলে জানা গেছে। বিস্ফোরণের পর আতঙ্কিত মানুষ ছোটাছুটি শুরু করেন। এতে বেশ কয়েকজন আহত হন। আহতদের স্থানীয় হাসপাতালে ভর্তি করা হয়েছে। তাদের মধ্যে কয়েকজনের অবস্থা আশঙ্কাজনক। এ ঘটনায় কেন্দ্রীয় স্বরাষ্ট্রমন্ত্রণালয় রাজ্য সরকারের কাছে বিস্তারিত প্রতিবেদন চেয়েছে। জাতীয় তদন্ত সংস্থার একটি দল ঘটনাস্থলে পৌঁছেছে। তারা আলামত সংগ্রহ করছে এবং বিস্তারিত তদন্ত শুরু করেছে।	[125, 311, 585, 359]
article-body: মর্মান্তিক দুর্ঘটনা ভারতের রাজস্থানে। গাড়ি ও ট্রলির মুখোমুখি সংঘর্ষে একই পরিবারের অন্তত ৭ জন নিহত। আহত এক তরুণীর অবস্থা ও আশঙ্কাজনক। তাদের সংখ্যা বাড়তে পারে বলে আশঙ্কা করা হচ্ছে। গত শনিবার গভীর রাতে রাজস্থানে বাড়মেরের উপর নওগাড়াগামী একটি গাড়ি কার্যত দুমড়ে মুচড়ে যায়। উল্টো দিক থেকে আসা একটি ট্রলির সঙ্গে মুখোমুখি সংঘর্ষ হয়। সংঘর্ষের তীব্রতা এতটাই বেশি ছিল যে গাড়িটি দুমড়ে মুচড়ে যায়। আহত ও নিহতদের উদ্ধার করে জেলা হাসপাতালে নিয়ে যাওয়া হলে চিকিৎসকরা ৭ জনকে মৃত বলে ঘোষণা করেন। একজন তরুণীর চিকিৎসা চলছে। পুলিশ জানিয়েছে, নিহতরা সবাই একই পরিবারের সদস্য। দুর্ঘটনার পর দীর্ঘক্ষণ যান চলাচল বন্ধ থাকে। পুলিশ সূত্রে জানা গেছে, মৃতদের নাম ও পরিচয় জানা গেছে। পঞ্চায়েত কর্মকর্তা আলতিল জানান, মৃতদের মধ্যে রয়েছেন সুশীলদের সিং (৫০), রামসাগর সিং (৪৫), মদনগোপাল সিং (৪২), রূপদেব সিং (৩৫) ও তাদের দুই শিশু। এক কিশোরী ও এক তরুণী গুরুতর আহত অবস্থায় হাসপাতালে চিকিৎসাধীন। এনিয়ে এলাকায় শোকের ছায়া নেমে এসেছে।	[7, 150, 119, 327]
tender-item-quantity: 600 Nos.	[632, 1056, 664, 1065]
signatory-title-2: Director (Admin & Finance).	[847, 1502, 924, 1510]
